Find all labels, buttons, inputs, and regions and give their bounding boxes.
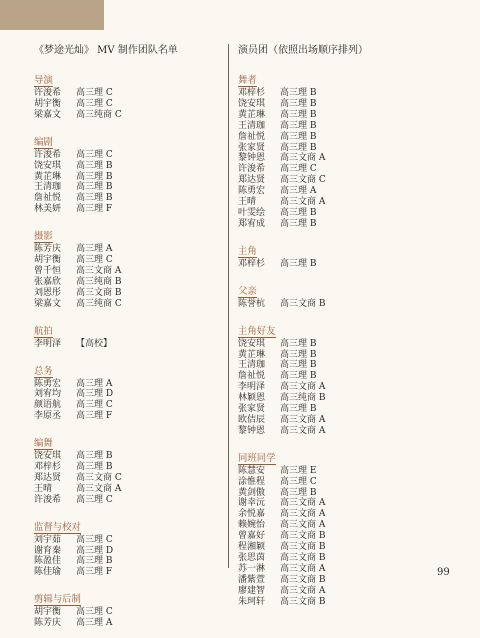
person-name: 陈誉杭 bbox=[238, 298, 266, 309]
class-info: 高三理 B bbox=[280, 338, 317, 349]
credit-row bbox=[34, 535, 220, 546]
credit-section bbox=[238, 319, 438, 437]
person-name: 饶安琪 bbox=[238, 338, 266, 349]
class-info: 高三理 B bbox=[280, 371, 317, 382]
class-info: 高三纯商 C bbox=[76, 298, 122, 309]
person-name: 欧佶辰 bbox=[238, 414, 266, 425]
credit-row bbox=[34, 255, 220, 266]
person-name: 黄芷琳 bbox=[238, 349, 266, 360]
person-name: 曾嘉好 bbox=[238, 531, 266, 542]
person-name: 刘恩彤 bbox=[34, 287, 62, 298]
credit-row bbox=[34, 99, 220, 110]
person-name: 黎钟恩 bbox=[238, 153, 266, 164]
section-heading: 总务 bbox=[34, 365, 53, 377]
person-name: 许浚希 bbox=[34, 88, 62, 98]
person-name: 黄剑傲 bbox=[238, 487, 266, 498]
credit-row bbox=[238, 121, 438, 132]
person-name: 王清珈 bbox=[238, 120, 266, 131]
credit-row bbox=[238, 553, 438, 564]
credit-row bbox=[34, 193, 220, 204]
credit-section bbox=[34, 515, 220, 579]
cast-column bbox=[238, 44, 438, 617]
credit-row bbox=[34, 299, 220, 310]
person-name: 詹祉悦 bbox=[238, 371, 266, 382]
credit-row bbox=[238, 498, 438, 509]
crew-column bbox=[34, 44, 220, 638]
credit-row bbox=[238, 339, 438, 350]
credit-row bbox=[238, 466, 438, 477]
class-info: 高三理 C bbox=[76, 534, 113, 545]
class-info: 高三理 A bbox=[76, 244, 113, 255]
class-info: 高三文商 B bbox=[280, 553, 326, 563]
credit-row bbox=[34, 110, 220, 121]
class-info: 高三纯商 B bbox=[76, 276, 122, 287]
class-info: 高三文商 A bbox=[280, 425, 326, 436]
credit-row bbox=[34, 473, 220, 484]
credit-row bbox=[238, 208, 438, 219]
person-name: 张家贤 bbox=[238, 404, 266, 415]
class-info: 高三理 B bbox=[280, 207, 317, 218]
class-info: 高三文商 A bbox=[280, 509, 326, 520]
credit-row bbox=[238, 520, 438, 531]
person-name: 谢幸沅 bbox=[238, 498, 266, 509]
section-heading: 航拍 bbox=[34, 325, 53, 337]
credit-row bbox=[238, 99, 438, 110]
section-heading: 摄影 bbox=[34, 231, 53, 243]
section-heading: 同班同学 bbox=[238, 452, 276, 464]
class-info: 高三纯商 B bbox=[280, 393, 326, 404]
credit-section bbox=[34, 68, 220, 121]
class-info: 高三理 B bbox=[280, 360, 317, 371]
person-name: 詹祉悦 bbox=[238, 131, 266, 142]
credit-row bbox=[34, 182, 220, 193]
credit-section bbox=[34, 359, 220, 423]
class-info: 高三理 C bbox=[280, 164, 317, 175]
class-info: 高三理 C bbox=[76, 607, 113, 618]
person-name: 涂惟程 bbox=[238, 476, 266, 487]
column-divider bbox=[228, 44, 229, 568]
class-info: 高三理 B bbox=[280, 88, 317, 98]
class-info: 高三文商 B bbox=[280, 531, 326, 542]
class-info: 高三理 B bbox=[280, 98, 317, 109]
person-name: 王晴 bbox=[34, 483, 53, 494]
credit-section bbox=[34, 130, 220, 215]
credit-row bbox=[238, 88, 438, 99]
credit-row bbox=[34, 607, 220, 618]
person-name: 刘宇茹 bbox=[34, 534, 62, 545]
person-name: 张思茵 bbox=[238, 553, 266, 563]
credit-row bbox=[238, 564, 438, 575]
credit-row bbox=[238, 143, 438, 154]
credit-row bbox=[238, 219, 438, 230]
class-info: 高三理 B bbox=[76, 160, 113, 171]
credit-row bbox=[238, 350, 438, 361]
class-info: 高三文商 A bbox=[280, 414, 326, 425]
class-info: 高三理 D bbox=[76, 389, 114, 400]
person-name: 詹祉悦 bbox=[34, 193, 62, 204]
person-name: 胡宇衡 bbox=[34, 255, 62, 266]
credit-row bbox=[238, 488, 438, 499]
class-info: 高三理 B bbox=[76, 462, 113, 473]
class-info: 高三理 C bbox=[76, 255, 113, 266]
credit-row bbox=[238, 371, 438, 382]
class-info: 高三理 F bbox=[76, 411, 113, 422]
person-name: 陈芳庆 bbox=[34, 618, 62, 629]
class-info: 高三文商 A bbox=[76, 483, 122, 494]
class-info: 高三理 F bbox=[76, 567, 113, 578]
class-info: 高三理 A bbox=[76, 378, 113, 389]
class-info: 高三理 B bbox=[280, 487, 317, 498]
cast-title: 演员团（依照出场顺序排列） bbox=[238, 45, 368, 56]
credit-row bbox=[34, 495, 220, 506]
credit-row bbox=[34, 618, 220, 629]
person-name: 胡宇衡 bbox=[34, 607, 62, 618]
class-info: 高三文商 A bbox=[280, 585, 326, 596]
cast-sections bbox=[238, 68, 438, 608]
person-name: 廖建智 bbox=[238, 585, 266, 596]
class-info: 高三理 B bbox=[280, 109, 317, 120]
person-name: 李明泽 bbox=[238, 382, 266, 393]
person-name: 潘紫萱 bbox=[238, 574, 266, 585]
person-name: 张嘉欣 bbox=[34, 276, 62, 287]
credit-row bbox=[34, 567, 220, 578]
class-info: 高三文商 A bbox=[280, 153, 326, 164]
class-info: 高三文商 C bbox=[76, 472, 122, 483]
credit-row bbox=[34, 411, 220, 422]
credit-row bbox=[34, 172, 220, 183]
person-name: 郑达贤 bbox=[34, 472, 62, 483]
class-info: 高三理 C bbox=[280, 476, 317, 487]
section-heading: 舞者 bbox=[238, 75, 257, 86]
credit-row bbox=[238, 575, 438, 586]
person-name: 郑达贤 bbox=[238, 175, 266, 186]
credit-row bbox=[238, 186, 438, 197]
credit-row bbox=[34, 277, 220, 288]
class-info: 高三文商 B bbox=[280, 574, 326, 585]
credit-row bbox=[34, 451, 220, 462]
credit-row bbox=[34, 379, 220, 390]
credit-row bbox=[34, 88, 220, 99]
person-name: 梁嘉文 bbox=[34, 109, 62, 120]
person-name: 曾千恒 bbox=[34, 265, 62, 276]
credit-row bbox=[238, 132, 438, 143]
credit-row bbox=[238, 393, 438, 404]
credit-section bbox=[238, 446, 438, 608]
credit-row bbox=[238, 426, 438, 437]
person-name: 饶安琪 bbox=[238, 98, 266, 109]
person-name: 苏一淋 bbox=[238, 563, 266, 574]
person-name: 颜语航 bbox=[34, 400, 62, 411]
credit-row bbox=[238, 586, 438, 597]
credit-row bbox=[238, 299, 438, 310]
credit-section bbox=[34, 224, 220, 309]
person-name: 陈慧安 bbox=[238, 465, 266, 476]
section-heading: 监督与校对 bbox=[34, 521, 81, 533]
class-info: 高三理 A bbox=[280, 186, 317, 197]
credit-row bbox=[238, 597, 438, 608]
class-info: 高三文商 B bbox=[280, 596, 326, 607]
person-name: 黄芷琳 bbox=[34, 171, 62, 182]
credit-row bbox=[238, 415, 438, 426]
person-name: 许浚希 bbox=[34, 494, 62, 505]
section-heading: 剪辑与后制 bbox=[34, 594, 81, 606]
credit-row bbox=[238, 531, 438, 542]
credit-section bbox=[238, 279, 438, 310]
section-heading: 导演 bbox=[34, 75, 53, 86]
class-info: 高三文商 A bbox=[280, 563, 326, 574]
class-info: 高三文商 A bbox=[280, 498, 326, 509]
credit-row bbox=[34, 150, 220, 161]
class-info: 高三理 B bbox=[76, 556, 113, 567]
credit-row bbox=[34, 484, 220, 495]
class-info: 高三理 B bbox=[76, 182, 113, 193]
credit-row bbox=[238, 477, 438, 488]
person-name: 陈勇宏 bbox=[238, 186, 266, 197]
page-number: 99 bbox=[437, 567, 450, 578]
credit-section bbox=[238, 239, 438, 270]
class-info: 高三文商 A bbox=[76, 265, 122, 276]
credit-row bbox=[238, 404, 438, 415]
credit-row bbox=[34, 339, 220, 350]
section-heading: 编舞 bbox=[34, 438, 53, 450]
class-info: 高三理 B bbox=[76, 451, 113, 462]
person-name: 程湘颖 bbox=[238, 542, 266, 553]
credit-row bbox=[238, 509, 438, 520]
person-name: 王晴 bbox=[238, 197, 257, 208]
credit-row bbox=[238, 197, 438, 208]
class-info: 高三理 C bbox=[76, 400, 113, 411]
person-name: 陈盈佳 bbox=[34, 556, 62, 567]
person-name: 饶安琪 bbox=[34, 160, 62, 171]
credit-section bbox=[34, 431, 220, 506]
class-info: 高三理 C bbox=[76, 149, 113, 160]
person-name: 黎钟恩 bbox=[238, 425, 266, 436]
credit-row bbox=[238, 153, 438, 164]
credit-row bbox=[238, 175, 438, 186]
credit-row bbox=[34, 462, 220, 473]
person-name: 陈芳庆 bbox=[34, 244, 62, 255]
credit-row bbox=[238, 542, 438, 553]
credit-section bbox=[34, 587, 220, 629]
person-name: 林颖恩 bbox=[238, 393, 266, 404]
class-info: 高三理 C bbox=[76, 88, 113, 98]
person-name: 陈勇宏 bbox=[34, 378, 62, 389]
credit-row bbox=[238, 164, 438, 175]
person-name: 谢育秦 bbox=[34, 545, 62, 556]
credit-row bbox=[34, 556, 220, 567]
credit-row bbox=[34, 288, 220, 299]
person-name: 饶安琪 bbox=[34, 451, 62, 462]
class-info: 高三纯商 C bbox=[76, 109, 122, 120]
section-heading: 主角 bbox=[238, 245, 257, 257]
credit-section bbox=[34, 319, 220, 350]
person-name: 陈佳瑜 bbox=[34, 567, 62, 578]
credit-row bbox=[238, 259, 438, 270]
class-info: 高三理 B bbox=[280, 404, 317, 415]
class-info: 高三文商 B bbox=[76, 287, 122, 298]
person-name: 李明泽 bbox=[34, 338, 62, 349]
person-name: 许浚希 bbox=[34, 149, 62, 160]
person-name: 张家贤 bbox=[238, 142, 266, 153]
person-name: 林美妍 bbox=[34, 204, 62, 215]
class-info: 高三理 B bbox=[76, 171, 113, 182]
class-info: 高三文商 B bbox=[280, 542, 326, 553]
credit-row bbox=[34, 244, 220, 255]
credit-section bbox=[238, 68, 438, 230]
class-info: 高三理 B bbox=[280, 349, 317, 360]
page-title: 《梦途光灿》 MV 制作团队名单 bbox=[34, 45, 178, 56]
class-info: 高三理 A bbox=[76, 618, 113, 629]
class-info: 高三文商 A bbox=[280, 382, 326, 393]
section-heading: 主角好友 bbox=[238, 325, 276, 337]
credit-row bbox=[34, 204, 220, 215]
credit-row bbox=[34, 546, 220, 557]
person-name: 叶雯绘 bbox=[238, 207, 266, 218]
class-info: 【高校】 bbox=[76, 338, 113, 349]
class-info: 高三理 E bbox=[280, 465, 317, 476]
class-info: 高三理 B bbox=[76, 193, 113, 204]
credit-row bbox=[34, 161, 220, 172]
class-info: 高三文商 B bbox=[280, 298, 326, 309]
person-name: 刘宥均 bbox=[34, 389, 62, 400]
section-heading: 编剧 bbox=[34, 136, 53, 148]
class-info: 高三文商 C bbox=[280, 175, 326, 186]
class-info: 高三文商 A bbox=[280, 197, 326, 208]
credit-row bbox=[34, 266, 220, 277]
person-name: 朱珂轩 bbox=[238, 596, 266, 607]
class-info: 高三理 D bbox=[76, 545, 114, 556]
corner-tab bbox=[0, 0, 104, 30]
class-info: 高三理 C bbox=[76, 98, 113, 109]
class-info: 高三文商 A bbox=[280, 520, 326, 531]
person-name: 邓梓杉 bbox=[238, 88, 266, 98]
credit-row bbox=[34, 389, 220, 400]
class-info: 高三理 B bbox=[280, 218, 317, 229]
class-info: 高三理 B bbox=[280, 142, 317, 153]
class-info: 高三理 B bbox=[280, 131, 317, 142]
person-name: 梁嘉文 bbox=[34, 298, 62, 309]
class-info: 高三理 F bbox=[76, 204, 113, 215]
class-info: 高三理 B bbox=[280, 120, 317, 131]
credit-row bbox=[238, 110, 438, 121]
person-name: 王清珈 bbox=[34, 182, 62, 193]
person-name: 邓梓杉 bbox=[34, 462, 62, 473]
person-name: 余悦嘉 bbox=[238, 509, 266, 520]
class-info: 高三理 C bbox=[76, 494, 113, 505]
person-name: 黄芷琳 bbox=[238, 109, 266, 120]
person-name: 赖婉怡 bbox=[238, 520, 266, 531]
class-info: 高三理 B bbox=[280, 258, 317, 269]
person-name: 郑宥成 bbox=[238, 218, 266, 229]
credit-row bbox=[34, 400, 220, 411]
crew-sections bbox=[34, 68, 220, 629]
person-name: 邓梓杉 bbox=[238, 258, 266, 269]
credit-row bbox=[238, 382, 438, 393]
person-name: 胡宇衡 bbox=[34, 98, 62, 109]
person-name: 王清珈 bbox=[238, 360, 266, 371]
section-heading: 父亲 bbox=[238, 285, 257, 297]
person-name: 许浚希 bbox=[238, 164, 266, 175]
person-name: 李原丞 bbox=[34, 411, 62, 422]
credit-row bbox=[238, 360, 438, 371]
